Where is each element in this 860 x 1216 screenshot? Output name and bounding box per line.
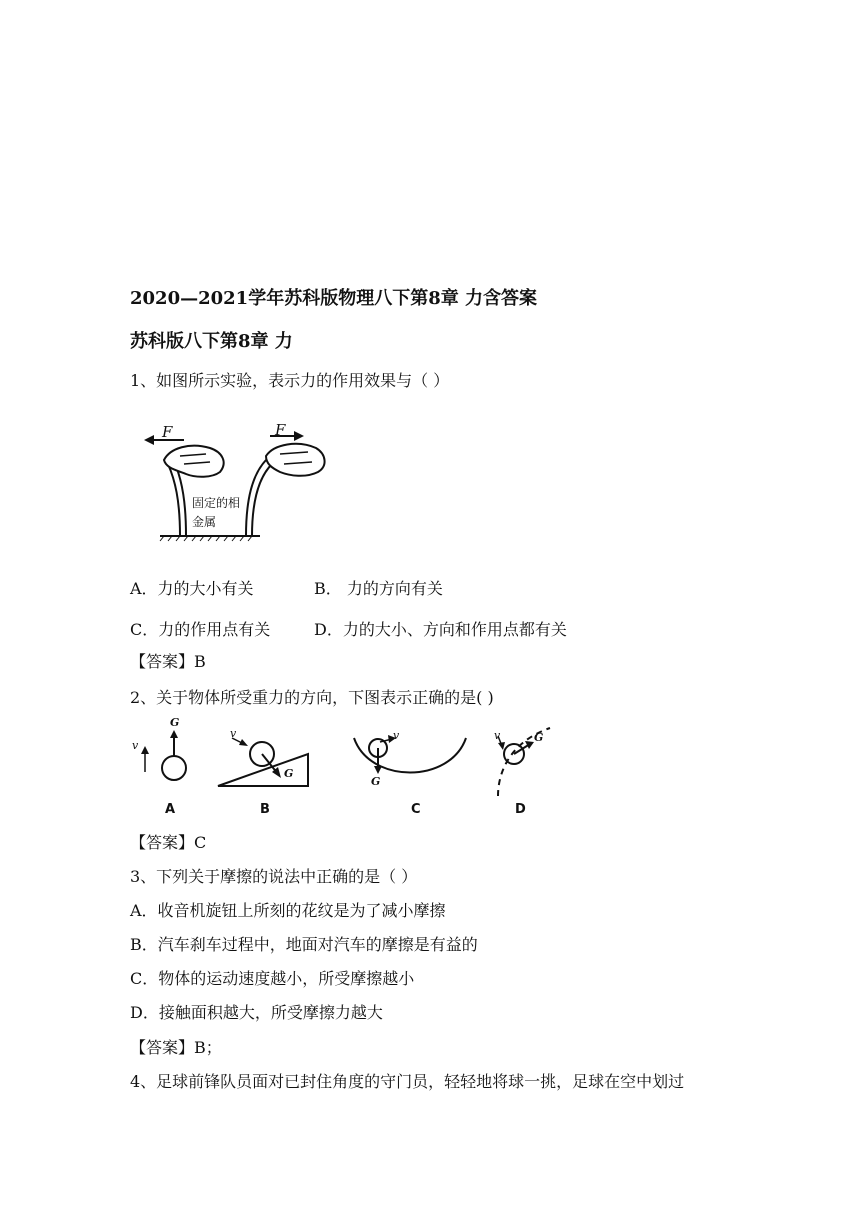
q3-option-a: A．收音机旋钮上所刻的花纹是为了减小摩擦	[130, 901, 446, 920]
q2-label-a: A	[165, 802, 176, 817]
q2-label-c: C	[411, 802, 421, 817]
q1-figure-caption-line1: 固定的相	[192, 496, 241, 510]
document-title: 2020—2021学年苏科版物理八下第8章 力含答案	[130, 288, 537, 309]
q2-figure	[130, 712, 570, 812]
question-2-stem: 2、关于物体所受重力的方向，下图表示正确的是( )	[130, 688, 494, 707]
q2-v-label-a: v	[132, 739, 139, 752]
q3-option-d: D．接触面积越大，所受摩擦力越大	[130, 1003, 383, 1022]
q1-option-a: A．力的大小有关	[130, 579, 254, 598]
q1-force-label-left: F	[162, 423, 173, 441]
q2-v-label-c: v	[393, 729, 400, 742]
question-1-stem: 1、如图所示实验，表示力的作用效果与（ ）	[130, 371, 450, 390]
question-4-stem: 4、足球前锋队员面对已封住角度的守门员，轻轻地将球一挑，足球在空中划过	[130, 1072, 685, 1091]
q3-answer: 【答案】B；	[130, 1038, 222, 1057]
q3-option-c: C．物体的运动速度越小，所受摩擦越小	[130, 969, 415, 988]
q1-figure-caption-line2: 金属	[192, 515, 217, 529]
q1-force-label-right: F	[275, 421, 286, 439]
q2-g-label-a: G	[170, 716, 180, 729]
q1-option-b: B． 力的方向有关	[314, 579, 443, 598]
q1-option-d: D．力的大小、方向和作用点都有关	[314, 620, 567, 639]
section-title: 苏科版八下第8章 力	[130, 331, 293, 352]
q1-answer: 【答案】B	[130, 652, 206, 671]
q2-g-label-b: G	[284, 767, 294, 780]
q2-label-b: B	[260, 802, 270, 817]
question-3-stem: 3、下列关于摩擦的说法中正确的是（ ）	[130, 867, 418, 886]
q2-g-label-c: G	[371, 775, 381, 788]
q2-v-label-d: v	[494, 729, 501, 742]
q1-option-c: C．力的作用点有关	[130, 620, 271, 639]
q2-answer: 【答案】C	[130, 833, 207, 852]
q2-label-d: D	[515, 802, 526, 817]
q2-v-label-b: v	[230, 727, 237, 740]
q2-g-label-d: G	[534, 731, 544, 744]
q3-option-b: B．汽车刹车过程中，地面对汽车的摩擦是有益的	[130, 935, 478, 954]
